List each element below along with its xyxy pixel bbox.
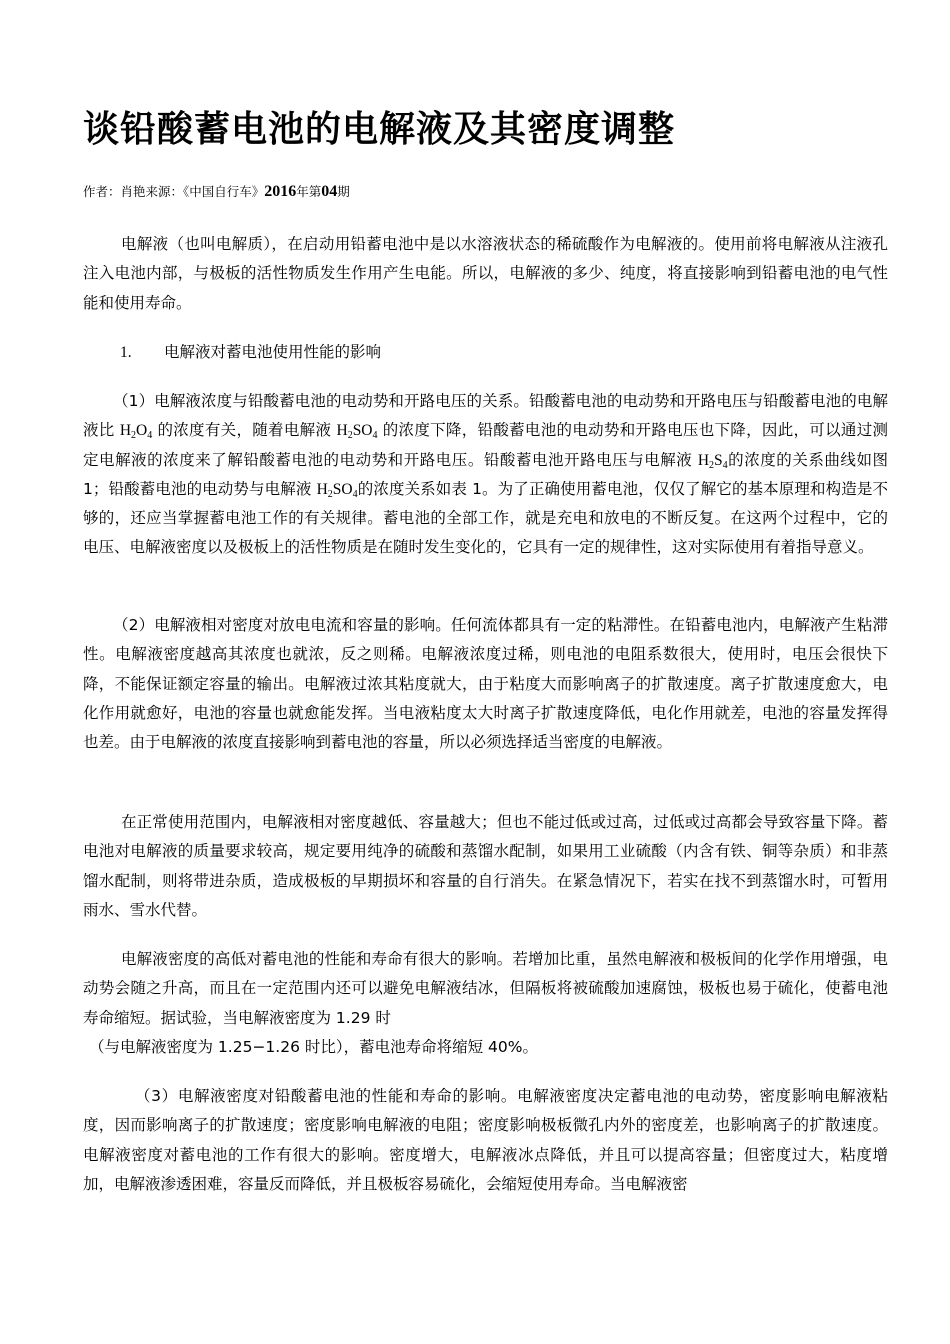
formula-h2o4: $H_2O_4$ — [119, 422, 153, 442]
paragraph-density-performance: （3）电解液密度对铅酸蓄电池的性能和寿命的影响。电解液密度决定蓄电池的电动势，密度影响电解液粘度，因而影响离子的扩散速度；密度影响电解液的电阻；密度影响极板微孔内外的密度差，也影响离子的扩散速度。电解液密度对蓄电池的工作有很大的影响。密度增大，电解液冰点降低，并且可以提高容量；但密度过大，粘度增加，电解液渗透困难，容量反而降低，并且极板容易硫化，会缩短使用寿命。当电解液密 — [83, 1087, 888, 1193]
article-byline — [83, 180, 350, 204]
formula-h2s4: $H_2S_4$ — [697, 451, 728, 471]
paragraph-density-life — [83, 945, 888, 1062]
byline-author-source: 作者：肖艳来源：《中国自行车》 — [83, 184, 265, 199]
byline-year: 2016 — [264, 183, 297, 200]
formula-h2so4: $H_2SO_4$ — [336, 422, 378, 442]
p4-line1: 电解液密度的高低对蓄电池的性能和寿命有很大的影响。若增加比重，虽然电解液和极板间的化学作用增强，电动势会随之升高，而且在一定范围内还可以避免电解液结冰，但隔板将被硫酸加速腐蚀，极板也易于硫化，使蓄电池寿命缩短。据试验，当电解液密度为 1.29 时 — [83, 950, 888, 1027]
section-title: 电解液对蓄电池使用性能的影响 — [164, 343, 382, 361]
p1-text-b: 的浓度有关，随着电解液 — [152, 421, 337, 440]
byline-issue-suffix: 期 — [337, 184, 350, 199]
p1-text-e: 的浓度关系如表 1。为了正确使用蓄电池，仅仅了解它的基本原理和构造是不够的，还应当掌握蓄电池工作的有关规律。蓄电池的全部工作，就是充电和放电的不断反复。在这两个过程中，它的电压、电解液密度以及极板上的活性物质是在随时发生变化的，它具有一定的规律性，这对实际使用有着指导意义。 — [83, 479, 888, 557]
formula-h2so4-b: $H_2SO_4$ — [316, 480, 358, 500]
section-number: 1. — [120, 344, 132, 361]
paragraph-normal-range: 在正常使用范围内，电解液相对密度越低、容量越大；但也不能过低或过高，过低或过高都会导致容量下降。蓄电池对电解液的质量要求较高，规定要用纯净的硫酸和蒸馏水配制，如果用工业硫酸（内含有铁、铜等杂质）和非蒸馏水配制，则将带进杂质，造成极板的早期损坏和容量的自行消失。在紧急情况下，若实在找不到蒸馏水时，可暂用雨水、雪水代替。 — [83, 813, 888, 919]
paragraph-density-capacity: （2）电解液相对密度对放电电流和容量的影响。任何流体都具有一定的粘滞性。在铅蓄电池内，电解液产生粘滞性。电解液密度越高其浓度也就浓，反之则稀。电解液浓度过稀，则电池的电阻系数很大，使用时，电压会很快下降，不能保证额定容量的输出。电解液过浓其粘度就大，由于粘度大而影响离子的扩散速度。离子扩散速度愈大，电化作用就愈好，电池的容量也就愈能发挥。当电液粘度太大时离子扩散速度降低，电化作用就差，电池的容量发挥得也差。由于电解液的浓度直接影响到蓄电池的容量，所以必须选择适当密度的电解液。 — [83, 616, 888, 752]
byline-issue: 04 — [321, 183, 338, 200]
p1-text-a: （1）电解液浓度与铅酸蓄电池的电动势和开路电压的关系。铅酸蓄电池的电动势和开路电压与铅酸蓄电池的电解液比 — [83, 392, 888, 440]
p4-line2: （与电解液密度为 1.25−1.26 时比），蓄电池寿命将缩短 40%。 — [89, 1037, 538, 1056]
p1-text-d: 的浓度的关系曲线如图 1；铅酸蓄电池的电动势与电解液 — [83, 450, 888, 498]
article-title: 谈铅酸蓄电池的电解液及其密度调整 — [83, 109, 676, 150]
p1-text-c: 的浓度下降，铅酸蓄电池的电动势和开路电压也下降，因此，可以通过测定电解液的浓度来了解铅酸蓄电池的电动势和开路电压。铅酸蓄电池开路电压与电解液 — [83, 421, 888, 469]
paragraph-emf-voltage — [83, 387, 888, 563]
byline-year-suffix: 年第 — [296, 184, 322, 199]
section-heading — [120, 338, 381, 367]
intro-paragraph: 电解液（也叫电解质），在启动用铅蓄电池中是以水溶液状态的稀硫酸作为电解液的。使用前将电解液从注液孔注入电池内部，与极板的活性物质发生作用产生电能。所以，电解液的多少、纯度，将直接影响到铅蓄电池的电气性能和使用寿命。 — [83, 235, 888, 312]
